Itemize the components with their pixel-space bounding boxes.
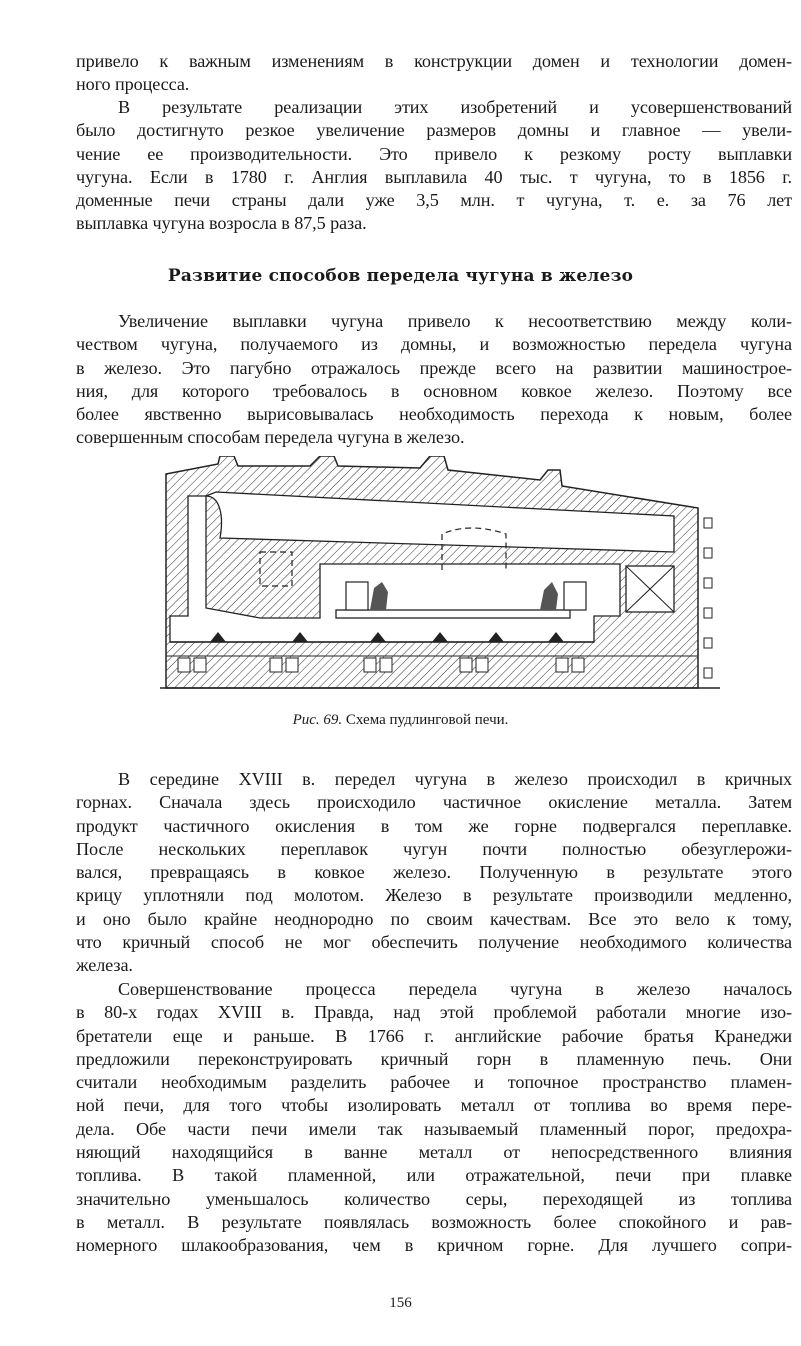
paragraph-3 bbox=[76, 310, 792, 450]
text-line: ной печи, для того чтобы изолировать металл от топлива во время пере- bbox=[76, 1095, 792, 1116]
puddling-furnace-diagram bbox=[160, 456, 720, 696]
text-line: было достигнуто резкое увеличение размеров домны и главное — увели- bbox=[76, 120, 792, 141]
text-line: Увеличение выплавки чугуна привело к несоответствию между коли- bbox=[118, 311, 792, 331]
text-line: В середине XVIII в. передел чугуна в железо происходил в кричных bbox=[118, 769, 792, 789]
page-number: 156 bbox=[389, 1295, 412, 1311]
text-line: предложили переконструировать кричный горн в пламенную печь. Они bbox=[76, 1048, 792, 1069]
text-line: значительно уменьшалось количество серы, переходящей из топлива bbox=[76, 1188, 792, 1209]
paragraph-4 bbox=[76, 768, 792, 978]
paragraph-2 bbox=[76, 96, 792, 236]
section-heading: Развитие способов передела чугуна в железо bbox=[167, 266, 634, 286]
text-line: няющий находящийся в ванне металл от непосредственного влияния bbox=[76, 1142, 792, 1163]
text-line: номерного шлакообразования, чем в кричном горне. Для лучшего сопри- bbox=[76, 1235, 792, 1256]
figure-caption bbox=[0, 712, 801, 729]
paragraph-1 bbox=[76, 50, 792, 97]
figure-number: Рис. 69. bbox=[292, 712, 343, 728]
text-line: В результате реализации этих изобретений и усовершенствований bbox=[118, 97, 792, 117]
text-line: После нескольких переплавок чугун почти полностью обезуглерожи- bbox=[76, 838, 792, 859]
text-line: железа. bbox=[76, 955, 133, 976]
text-line: ного процесса. bbox=[76, 74, 190, 95]
text-line: горнах. Сначала здесь происходило частичное окисление металла. Затем bbox=[76, 792, 792, 813]
text-line: считали необходимым разделить рабочее и топочное пространство пламен- bbox=[76, 1072, 792, 1093]
text-line: в металл. В результате появлялась возможность более спокойного и рав- bbox=[76, 1211, 792, 1232]
text-line: привело к важным изменениям в конструкции домен и технологии домен- bbox=[76, 51, 792, 71]
text-line: выплавка чугуна возросла в 87,5 раза. bbox=[76, 213, 367, 234]
text-line: и оно было крайне неоднородно по своим качествам. Все это вело к тому, bbox=[76, 908, 792, 929]
text-line: чеством чугуна, получаемого из домны, и возможностью передела чугуна bbox=[76, 334, 792, 355]
text-line: чение ее производительности. Это привело к резкому росту выплавки bbox=[76, 143, 792, 164]
text-line: в 80-х годах XVIII в. Правда, над этой проблемой работали многие изо- bbox=[76, 1002, 792, 1023]
text-line: дела. Обе части печи имели так называемый пламенный порог, предохра- bbox=[76, 1118, 792, 1139]
text-line: ния, для которого требовалось в основном ковкое железо. Поэтому все bbox=[76, 380, 792, 401]
text-line: доменные печи страны дали уже 3,5 млн. т чугуна, т. е. за 76 лет bbox=[76, 190, 792, 211]
figure-caption-text: Схема пудлинговой печи. bbox=[345, 712, 509, 728]
text-line: Совершенствование процесса передела чугуна в железо началось bbox=[118, 979, 792, 999]
text-line: в железо. Это пагубно отражалось прежде всего на развитии машинострое- bbox=[76, 357, 792, 378]
text-line: продукт частичного окисления в том же горне подвергался переплавке. bbox=[76, 815, 792, 836]
text-line: что кричный способ не мог обеспечить получение необходимого количества bbox=[76, 932, 792, 953]
text-line: более явственно вырисовывалась необходимость перехода к новым, более bbox=[76, 404, 792, 425]
text-line: вался, превращаясь в ковкое железо. Полученную в результате этого bbox=[76, 862, 792, 883]
paragraph-5 bbox=[76, 978, 792, 1258]
text-line: совершенным способам передела чугуна в железо. bbox=[76, 427, 465, 448]
text-line: топлива. В такой пламенной, или отражательной, печи при плавке bbox=[76, 1165, 792, 1186]
text-line: крицу уплотняли под молотом. Железо в результате производили медленно, bbox=[76, 885, 792, 906]
text-line: чугуна. Если в 1780 г. Англия выплавила 40 тыс. т чугуна, то в 1856 г. bbox=[76, 166, 792, 187]
text-line: бретатели еще и раньше. В 1766 г. английские рабочие братья Кранеджи bbox=[76, 1025, 792, 1046]
hearth bbox=[336, 610, 570, 618]
